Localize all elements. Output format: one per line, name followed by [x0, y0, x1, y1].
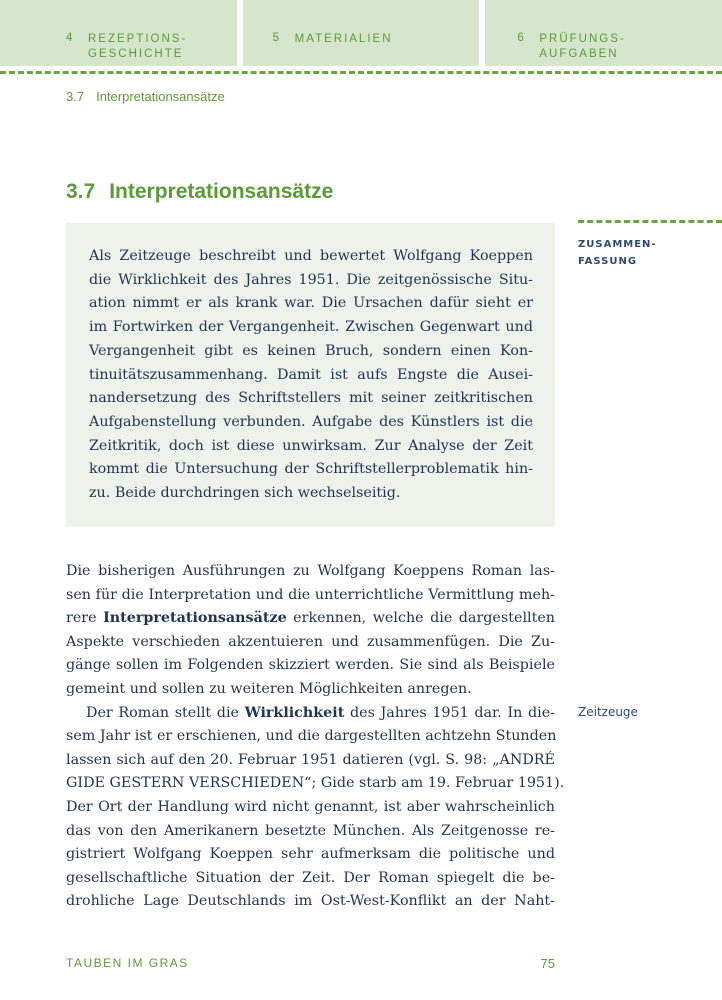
- summary-line: Als Zeitzeuge beschreibt und bewertet Wolfgang Koeppen: [89, 248, 533, 264]
- keyword: Wirklichkeit: [244, 704, 345, 721]
- section-heading: 3.7 Interpretationsansätze: [66, 180, 334, 203]
- summary-line: kommt die Untersuchung der Schriftstellerproblematik hin-: [89, 461, 533, 478]
- summary-line: Aufgabenstellung verbunden. Aufgabe des Künstlers ist die: [89, 413, 533, 430]
- tab-label: REZEPTIONS- GESCHICHTE: [88, 33, 188, 60]
- summary-line: Zeitkritik, doch ist diese unwirksam. Zur Analyse der Zeit: [89, 437, 533, 454]
- tab-pruefungsaufgaben[interactable]: [485, 0, 722, 66]
- summary-line: im Fortwirken der Vergangenheit. Zwischen Gegenwart und: [89, 319, 533, 336]
- tab-number: 4: [66, 32, 75, 44]
- tab-rezeptionsgeschichte[interactable]: [0, 0, 237, 66]
- margin-note: Zeitzeuge: [578, 705, 638, 719]
- summary-margin-label: ZUSAMMEN- FASSUNG: [578, 239, 657, 267]
- summary-line: tinuitätszusammenhang. Damit ist aufs Engste die Ausei-: [89, 366, 533, 383]
- body-text: Die bisherigen Ausführungen zu Wolfgang Koeppens Roman las- sen für die Interpretation und die unterrichtliche Vermittlung meh- rere Interpretationsansätze erkennen, welche die dargestellten Aspekte verschieden akzentuieren und zusammenfügen. Die Zu- gänge sollen im Folgenden skizziert werden. Sie sind als Beispiele gemeint und sollen zu weiteren Möglichkeiten anregen. Der Roman stellt die Wirklichkeit des Jahres 1951 dar. In die- sem Jahr ist er erschienen, und die dargestellten achtzehn Stunden lassen sich auf den 20. Februar 1951 datieren (vgl. S. 98: „ANDRÉ GIDE GESTERN VERSCHIEDEN“; Gide starb am 19. Februar 1951). Der Ort der Handlung wird nicht genannt, ist aber wahrscheinlich das von den Amerikanern besetzte München. Als Zeitgenosse re- gistriert Wolfgang Koeppen sehr aufmerksam die politische und gesellschaftliche Situation der Zeit. Der Roman spiegelt die be- drohliche Lage Deutschlands im Ost-West-Konflikt an der Naht-: [66, 563, 565, 910]
- summary-box: [66, 223, 555, 527]
- tab-number: 6: [517, 32, 526, 44]
- summary-line: nandersetzung des Schriftstellers mit seiner zeitkritischen: [89, 390, 533, 407]
- tab-label: PRÜFUNGS- AUFGABEN: [539, 33, 626, 60]
- summary-line: zu. Beide durchdringen sich wechselseitig.: [89, 485, 401, 502]
- summary-line: ation nimmt er als krank war. Die Ursachen dafür sieht er: [89, 295, 533, 312]
- keyword: Interpretationsansätze: [103, 610, 287, 627]
- running-head: 3.7 Interpretationsansätze: [66, 89, 225, 104]
- tab-materialien[interactable]: [243, 0, 480, 66]
- summary-line: Vergangenheit gibt es keinen Bruch, sondern einen Kon-: [89, 342, 533, 359]
- tab-label: MATERIALIEN: [294, 33, 393, 45]
- summary-line: die Wirklichkeit des Jahres 1951. Die zeitgenössische Situ-: [89, 271, 533, 288]
- header-divider: [0, 71, 722, 74]
- tab-number: 5: [272, 32, 282, 44]
- book-title: TAUBEN IM GRAS: [66, 956, 189, 970]
- margin-divider: [578, 220, 722, 223]
- footer: [66, 956, 555, 970]
- page-number: 75: [540, 956, 555, 971]
- chapter-tabs: [0, 0, 722, 66]
